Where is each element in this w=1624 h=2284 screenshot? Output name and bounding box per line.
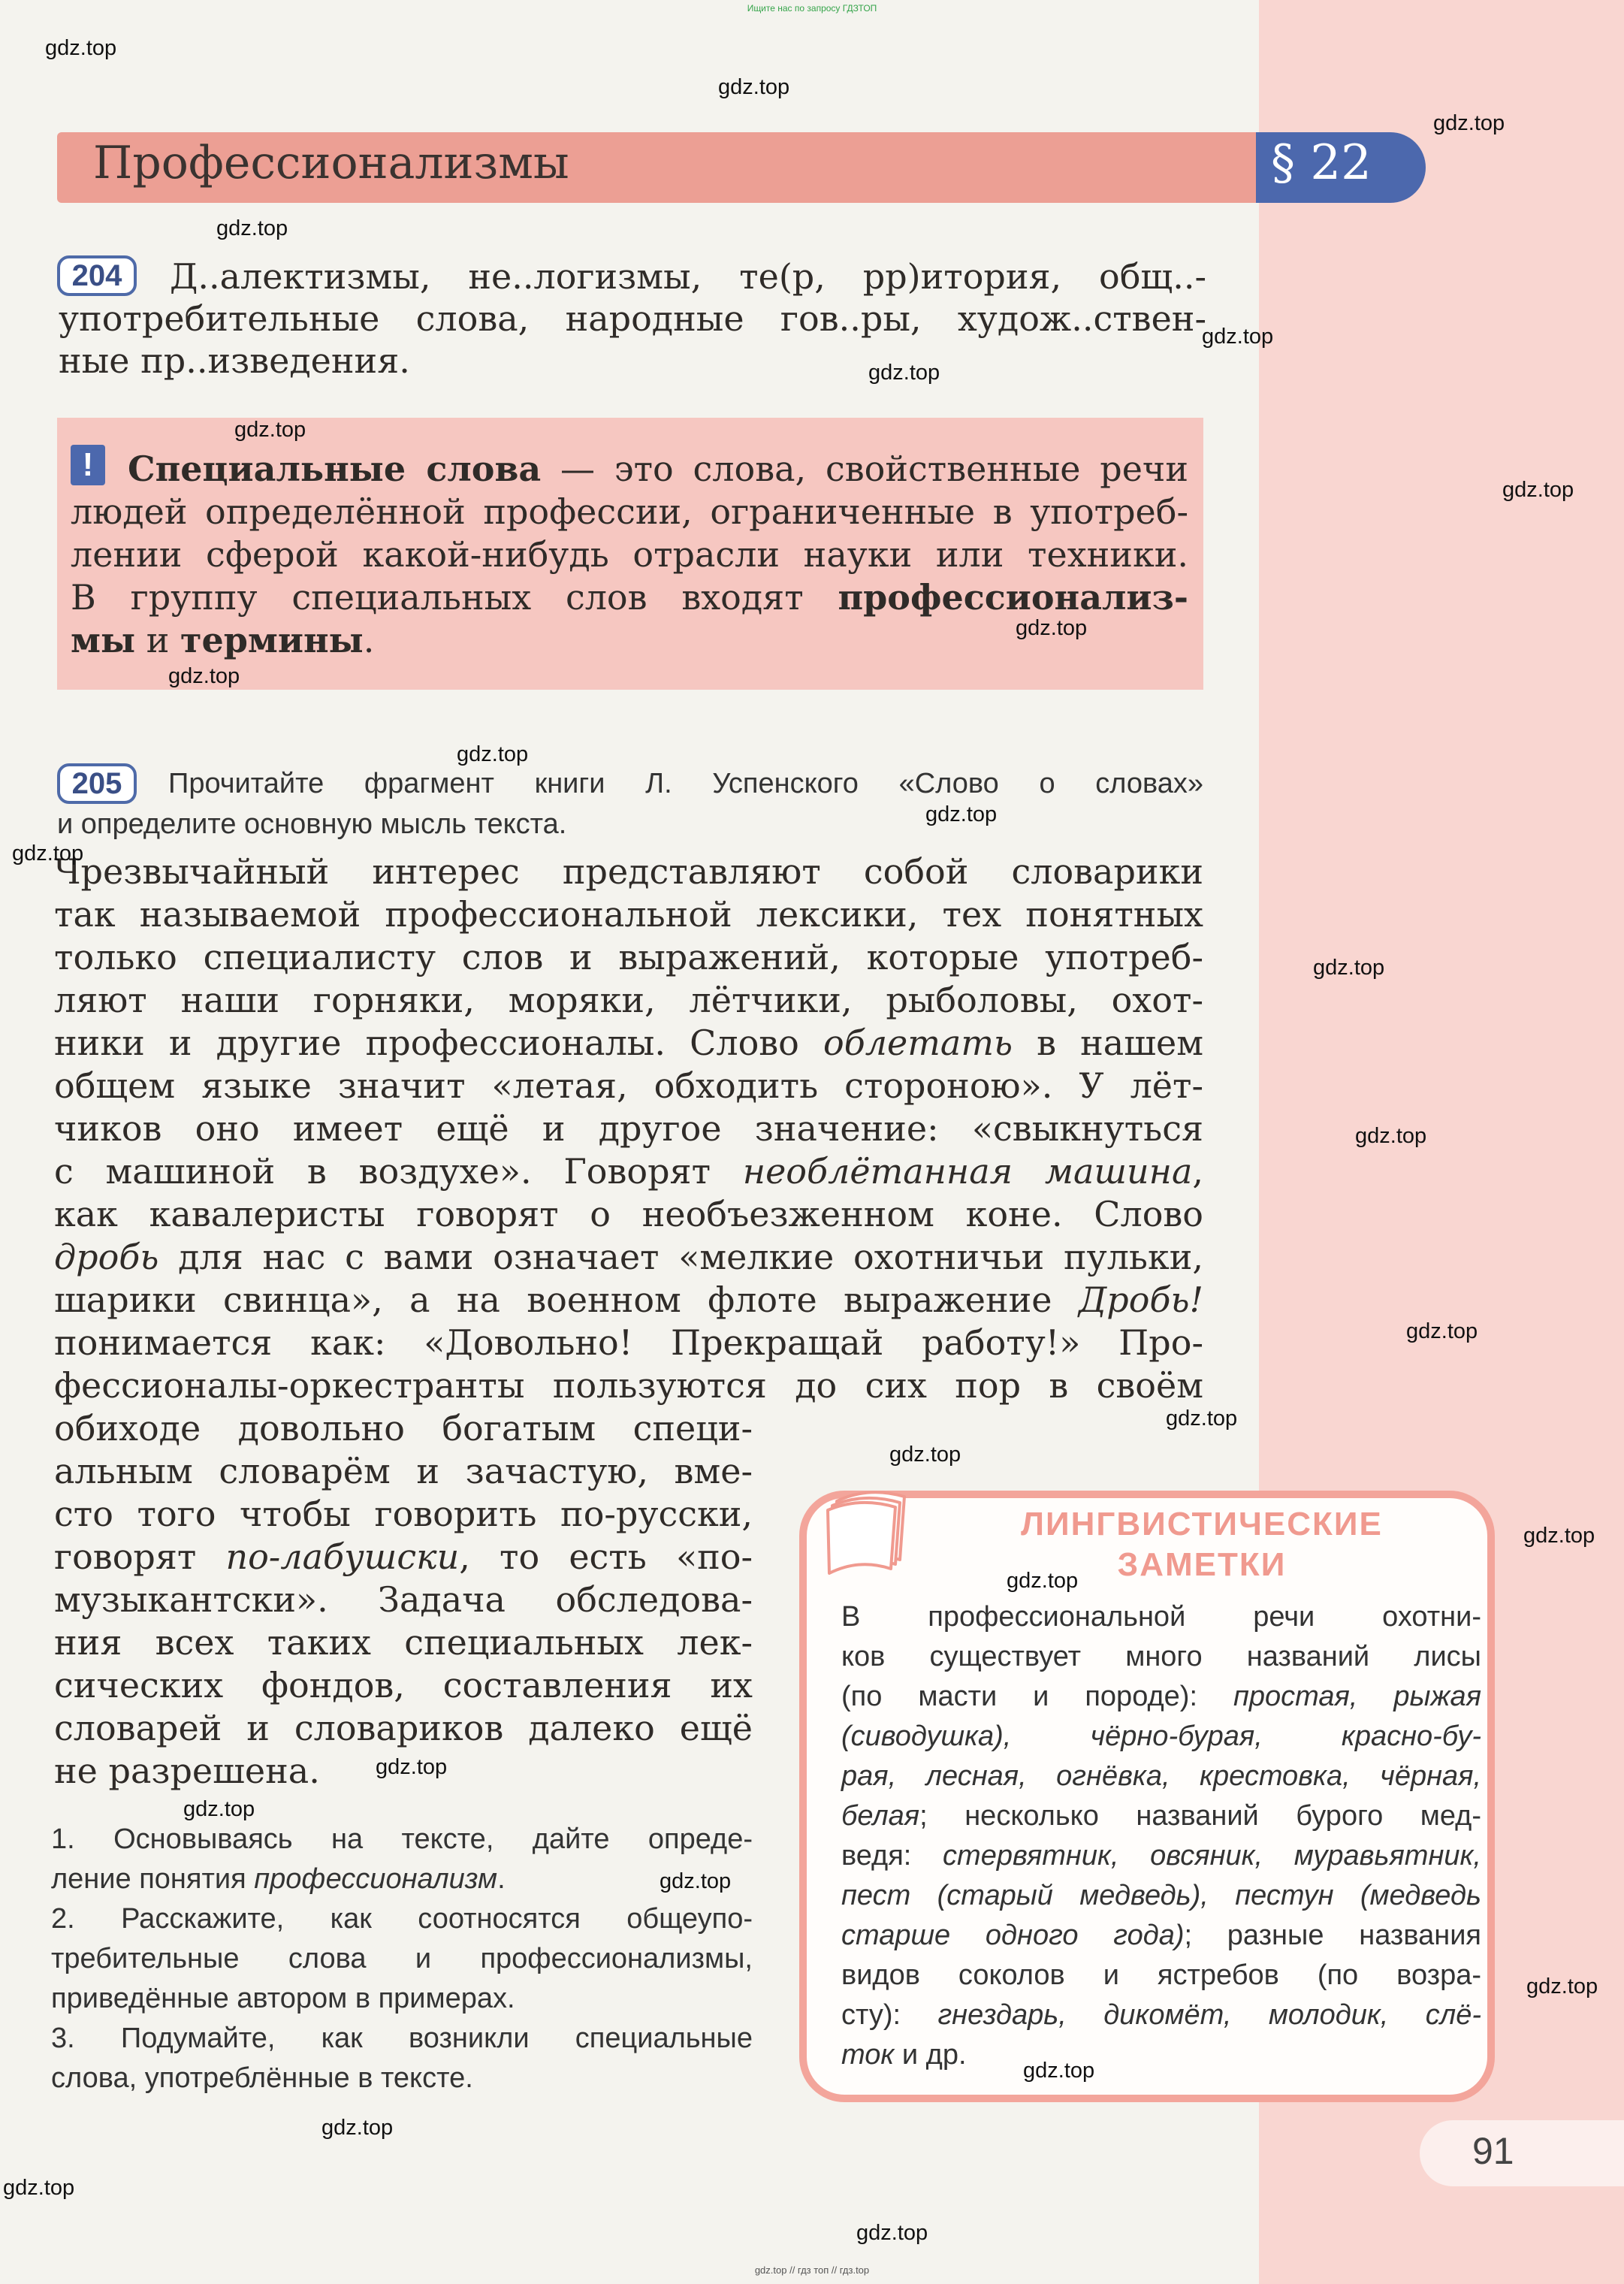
paragraph-label: § 22	[1271, 135, 1372, 191]
exercise-204-line: употребительные слова, народные гов..ры, худож..ствен-	[59, 298, 1206, 339]
text-run: видов соколов и ястребов (по возра-	[841, 1959, 1481, 1991]
exercise-204-line: ные пр..изведения.	[59, 340, 410, 381]
text-run: — это слова, свойственные речи	[541, 449, 1188, 489]
italic-term: по-лабушски	[225, 1536, 460, 1577]
text-run: слова, употреблённые в тексте.	[51, 2062, 473, 2094]
watermark: gdz.top	[660, 1869, 732, 1893]
note-line	[841, 1836, 1481, 1876]
italic-term: (сиводушка), чёрно-бурая, красно-бу-	[841, 1721, 1481, 1752]
watermark: gdz.top	[1313, 956, 1385, 980]
linguistic-notes-text	[841, 1597, 1481, 2075]
text-run: сту):	[841, 1999, 938, 2031]
watermark: gdz.top	[168, 664, 240, 688]
italic-term: профессионализм	[254, 1863, 498, 1895]
watermark: gdz.top	[1355, 1124, 1427, 1148]
watermark: gdz.top	[856, 2221, 928, 2245]
watermark: gdz.top	[1526, 1974, 1598, 1998]
text-run: фессионалы-оркестранты пользуются до сих пор в своём	[54, 1365, 1203, 1406]
text-line	[54, 1322, 1203, 1364]
instruction-line: и определите основную мысль текста.	[57, 808, 567, 840]
linguistic-notes-title	[916, 1504, 1487, 1585]
text-line	[54, 1536, 753, 1579]
text-run: лении сферой какой-нибудь отрасли науки или техники.	[71, 534, 1188, 575]
text-run: (по масти и породе):	[841, 1681, 1233, 1712]
text-run: ляют наши горняки, моряки, лётчики, рыболовы, охот-	[54, 980, 1203, 1020]
text-run: 2. Расскажите, как соотносятся общеупо-	[51, 1903, 753, 1935]
text-run: .	[363, 620, 375, 660]
note-line	[841, 1677, 1481, 1717]
text-line	[54, 1236, 1203, 1279]
question-line	[51, 1939, 753, 1979]
text-line	[54, 1707, 753, 1750]
text-run: требительные слова и профессионализмы,	[51, 1943, 753, 1974]
text-run: только специалисту слов и выражений, которые употреб-	[54, 937, 1203, 977]
bottom-note: gdz.top // гдз топ // гдз.top	[754, 2264, 870, 2276]
watermark: gdz.top	[925, 802, 998, 826]
text-run: и др.	[894, 2039, 967, 2071]
text-run: шарики свинца», а на военном флоте выражение	[54, 1279, 1079, 1320]
watermark: gdz.top	[45, 36, 117, 60]
watermark: gdz.top	[1523, 1524, 1595, 1548]
watermark: gdz.top	[216, 216, 288, 240]
note-line	[841, 1717, 1481, 1757]
text-run: как кавалеристы говорят о необъезженном коне. Слово	[54, 1194, 1203, 1234]
exclamation-icon: !	[71, 445, 105, 485]
main-text	[54, 850, 1203, 1493]
rule-line	[71, 491, 1188, 533]
text-run: ведя:	[841, 1840, 943, 1872]
text-run: в нашем	[1013, 1023, 1204, 1063]
italic-term: белая	[841, 1800, 920, 1832]
text-run: альным словарём и зачастую, вме-	[54, 1451, 753, 1491]
watermark: gdz.top	[3, 2176, 75, 2200]
watermark: gdz.top	[183, 1797, 255, 1821]
page-number: 91	[1472, 2130, 1514, 2172]
question-line	[51, 1979, 753, 2019]
question-line	[51, 1899, 753, 1939]
watermark: gdz.top	[376, 1755, 448, 1779]
note-line	[841, 1757, 1481, 1796]
text-run: приведённые автором в примерах.	[51, 1983, 515, 2014]
text-run: и	[135, 620, 180, 660]
text-line	[54, 1664, 753, 1707]
note-line	[841, 1995, 1481, 2035]
question-line	[51, 2059, 753, 2098]
watermark: gdz.top	[1433, 111, 1505, 135]
text-run: понимается как: «Довольно! Прекращай работу!» Про-	[54, 1322, 1203, 1363]
text-run: В группу специальных слов входят	[71, 577, 838, 618]
italic-term: рая, лесная, огнёвка, крестовка, чёрная,	[841, 1760, 1481, 1792]
italic-term: простая, рыжая	[1233, 1681, 1481, 1712]
linguistic-notes-title-line: ЛИНГВИСТИЧЕСКИЕ	[1021, 1506, 1383, 1542]
exercise-number-205: 205	[57, 763, 137, 804]
text-line	[54, 1065, 1203, 1107]
text-line	[54, 850, 1203, 893]
text-run: Чрезвычайный интерес представляют собой словарики	[54, 851, 1203, 892]
note-line	[841, 2035, 1481, 2075]
text-run: , то есть «по-	[459, 1536, 753, 1577]
watermark: gdz.top	[1202, 325, 1274, 349]
exercise-205-instruction	[57, 763, 1203, 844]
question-line	[51, 2019, 753, 2059]
text-run: для нас с вами означает «мелкие охотничьи пульки,	[158, 1237, 1203, 1277]
italic-term: облетать	[823, 1023, 1013, 1063]
note-line	[841, 1876, 1481, 1916]
watermark: gdz.top	[321, 2116, 394, 2140]
text-line	[54, 1279, 1203, 1322]
watermark: gdz.top	[889, 1443, 961, 1467]
note-line	[841, 1597, 1481, 1637]
text-run: ; несколько названий бурого мед-	[919, 1800, 1481, 1832]
watermark: gdz.top	[1406, 1319, 1478, 1343]
watermark: gdz.top	[868, 361, 940, 385]
watermark: gdz.top	[457, 742, 529, 766]
page-title: Профессионализмы	[93, 137, 569, 189]
text-run: говорят	[54, 1536, 226, 1577]
bold-term: термины	[180, 620, 364, 660]
text-run: сто того чтобы говорить по-русски,	[54, 1494, 753, 1534]
italic-term: Дробь!	[1078, 1279, 1203, 1320]
text-line	[54, 1493, 753, 1536]
paper-sheets-icon	[816, 1471, 928, 1584]
rule-line	[71, 533, 1188, 576]
watermark: gdz.top	[1007, 1569, 1079, 1593]
italic-term: дробь	[54, 1237, 159, 1277]
italic-term: ток	[841, 2039, 895, 2071]
text-line	[54, 979, 1203, 1022]
watermark: gdz.top	[1016, 616, 1088, 640]
exercise-204-line: Д..алектизмы, не..логизмы, те(р, рр)итория, общ..-	[170, 256, 1206, 297]
italic-term: необлётанная машина	[742, 1151, 1193, 1192]
text-line	[54, 1364, 1203, 1407]
watermark: gdz.top	[12, 841, 84, 866]
note-line	[841, 1637, 1481, 1677]
instruction-line: Прочитайте фрагмент книги Л. Успенского «Слово о словах»	[168, 768, 1203, 799]
text-run: ; разные названия	[1184, 1920, 1482, 1951]
text-run: ники и другие профессионалы. Слово	[54, 1023, 823, 1063]
text-line	[54, 1621, 753, 1664]
text-run: с машиной в воздухе». Говорят	[54, 1151, 743, 1192]
text-run: 3. Подумайте, как возникли специальные	[51, 2023, 753, 2054]
question-line	[51, 1820, 753, 1860]
note-line	[841, 1796, 1481, 1836]
rule-line	[71, 448, 1188, 491]
text-run: сических фондов, составления их	[54, 1665, 753, 1705]
text-run: не разрешена.	[54, 1751, 320, 1791]
watermark: gdz.top	[234, 418, 306, 442]
watermark: gdz.top	[1502, 478, 1574, 502]
text-line	[54, 1579, 753, 1621]
text-run: В профессиональной речи охотни-	[841, 1601, 1481, 1633]
text-run: 1. Основываясь на тексте, дайте опреде-	[51, 1823, 753, 1855]
text-run: музыкантски». Задача обследова-	[54, 1579, 753, 1620]
bold-term: Специальные слова	[128, 449, 542, 489]
text-line	[54, 1022, 1203, 1065]
watermark: gdz.top	[718, 75, 790, 99]
text-run: ,	[1192, 1151, 1203, 1192]
italic-term: пест (старый медведь), пестун (медведь	[841, 1880, 1481, 1911]
main-text-continued	[54, 1493, 753, 1793]
text-line	[54, 936, 1203, 979]
text-run: словарей и словариков далеко ещё	[54, 1708, 753, 1748]
page-number-tab	[1420, 2120, 1624, 2186]
note-line	[841, 1956, 1481, 1995]
text-run: так называемой профессиональной лексики, тех понятных	[54, 894, 1203, 935]
text-run: людей определённой профессии, ограниченные в употреб-	[71, 491, 1188, 532]
linguistic-notes-title-line: ЗАМЕТКИ	[1117, 1546, 1287, 1583]
text-run: ление понятия	[51, 1863, 255, 1895]
italic-term: старше одного года)	[841, 1920, 1185, 1951]
questions-list	[51, 1820, 753, 2098]
exercise-number-204: 204	[57, 255, 137, 296]
bold-term: мы	[71, 620, 136, 660]
note-line	[841, 1916, 1481, 1956]
rule-line	[71, 576, 1188, 619]
text-line	[54, 1450, 753, 1493]
text-line	[54, 1407, 753, 1450]
watermark: gdz.top	[1166, 1406, 1238, 1431]
text-line	[54, 1107, 1203, 1150]
italic-term: стервятник, овсяник, муравьятник,	[943, 1840, 1481, 1872]
text-line	[54, 1193, 1203, 1236]
text-line	[54, 1150, 1203, 1193]
text-run: ния всех таких специальных лек-	[54, 1622, 753, 1663]
text-run: .	[497, 1863, 506, 1895]
text-run: обиходе довольно богатым специ-	[54, 1408, 753, 1449]
text-run: ков существует много названий лисы	[841, 1641, 1481, 1672]
italic-term: гнездарь, дикомёт, молодик, слё-	[937, 1999, 1481, 2031]
text-run: чиков оно имеет ещё и другое значение: «свыкнуться	[54, 1108, 1203, 1149]
bold-term: профессионализ-	[838, 577, 1188, 618]
text-run: общем языке значит «летая, обходить стороною». У лёт-	[54, 1065, 1203, 1106]
text-line	[54, 893, 1203, 936]
question-line	[51, 1860, 753, 1899]
watermark: gdz.top	[1023, 2059, 1095, 2083]
top-note: Ищите нас по запросу ГДЗТОП	[747, 3, 877, 14]
